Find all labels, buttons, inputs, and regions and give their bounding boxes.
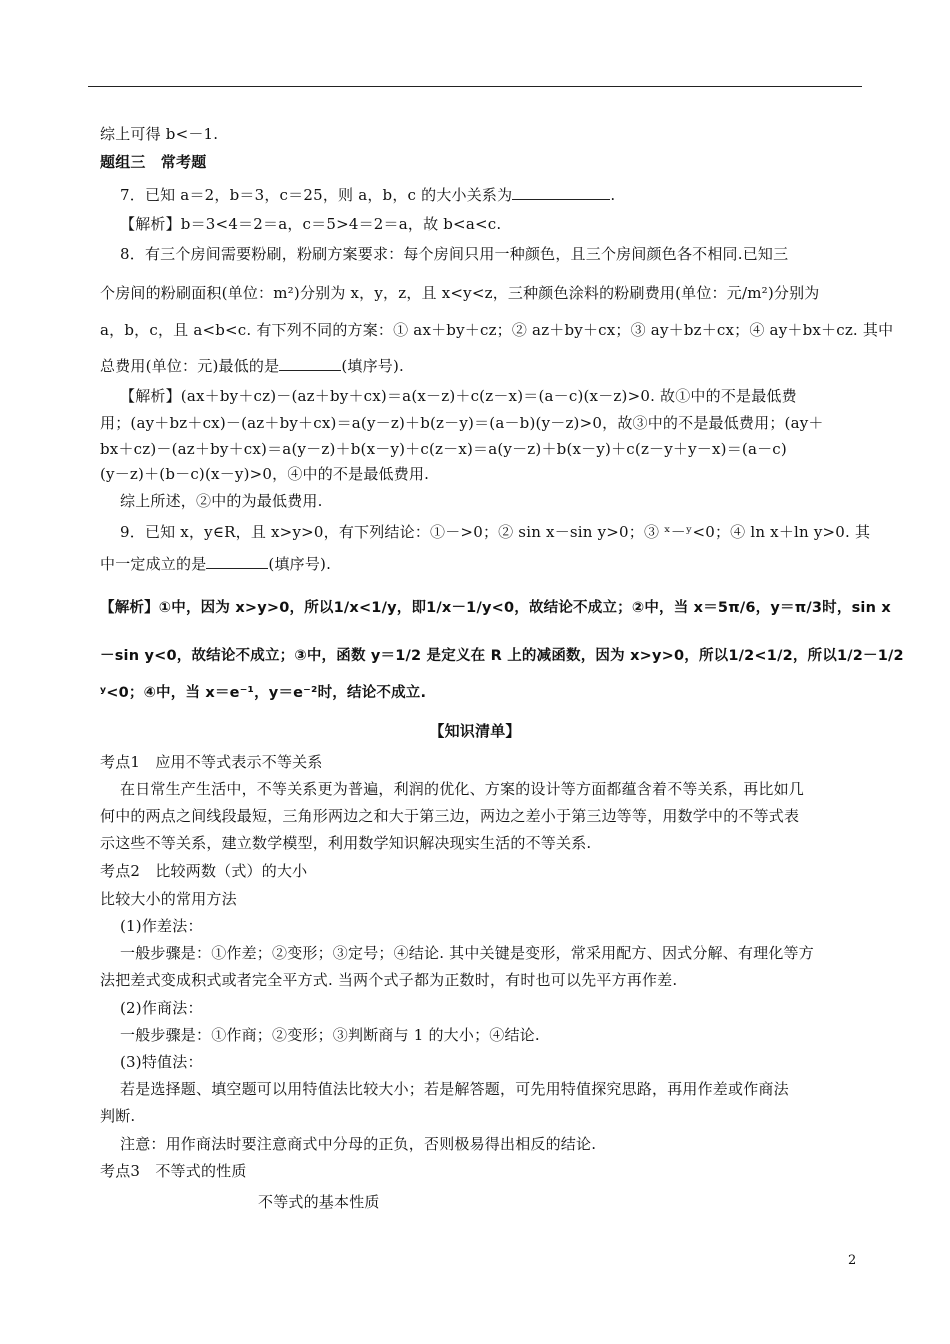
key-point-1-line-3: 示这些不等关系，建立数学模型，利用数学知识解决现实生活的不等关系. [100,834,592,852]
previous-conclusion: 综上可得 b<－1. [100,125,219,143]
method-2-line-1: 一般步骤是：①作商；②变形；③判断商与 1 的大小；④结论. [120,1026,540,1044]
question-8-line-4 [100,356,860,376]
question-9-solution-line-1: 【解析】①中，因为 x>y>0，所以1/x<1/y，即1/x－1/y<0，故结论不成立；②中，当 x＝5π/6，y＝π/3时，sin x [100,600,891,616]
method-3-title: (3)特值法： [120,1053,203,1071]
key-point-2-subtitle: 比较大小的常用方法 [100,890,237,908]
question-9-line-1: 9．已知 x，y∈R，且 x>y>0，有下列结论：①－>0；② sin x－sin y>0；③ ˣ－ʸ<0；④ ln x＋ln y>0. 其 [120,523,871,541]
page-number: 2 [848,1253,857,1268]
question-8-line-2: 个房间的粉刷面积(单位：m²)分别为 x，y，z，且 x<y<z，三种颜色涂料的粉刷费用(单位：元/m²)分别为 [100,284,820,302]
method-1-title: (1)作差法： [120,917,203,935]
group-title: 题组三 常考题 [100,153,207,171]
method-1-line-2: 法把差式变成积式或者完全平方式. 当两个式子都为正数时，有时也可以先平方再作差. [100,971,678,989]
question-9-solution-line-3: ʸ<0；④中，当 x＝e⁻¹，y＝e⁻²时，结论不成立. [100,685,427,701]
question-8-text: 总费用(单位：元)最低的是 [100,357,280,375]
question-8-solution-line-1: 【解析】(ax＋by＋cz)－(az＋by＋cx)＝a(x－z)＋c(z－x)＝(a－c)(x－z)>0. 故①中的不是最低费 [120,387,797,405]
method-2-title: (2)作商法： [120,999,203,1017]
note: 注意：用作商法时要注意商式中分母的正负，否则极易得出相反的结论. [120,1135,597,1153]
method-3-line-2: 判断. [100,1107,136,1125]
question-8-solution-line-3: bx＋cz)－(az＋by＋cx)＝a(y－z)＋b(x－y)＋c(z－x)＝a(y－z)＋b(x－y)＋c(z－y＋y－x)＝(a－c) [100,440,787,458]
answer-blank [512,199,610,200]
method-3-line-1: 若是选择题、填空题可以用特值法比较大小；若是解答题，可先用特值探究思路，再用作差或作商法 [120,1080,789,1098]
header-rule [88,86,862,87]
section-title: 【知识清单】 [429,722,521,740]
key-point-1-title: 考点1 应用不等式表示不等关系 [100,753,323,771]
question-7-text: 7．已知 a＝2，b＝3，c＝25，则 a，b，c 的大小关系为 [120,186,513,204]
key-point-2-title: 考点2 比较两数（式）的大小 [100,862,308,880]
question-9-solution-line-2: －sin y<0，故结论不成立；③中，函数 y＝1/2 是定义在 R 上的减函数，因为 x>y>0，所以1/2<1/2，所以1/2－1/2 [100,648,904,664]
method-1-line-1: 一般步骤是：①作差；②变形；③定号；④结论. 其中关键是变形，常采用配方、因式分解、有理化等方 [120,944,814,962]
question-9-suffix: (填序号). [268,555,332,573]
question-8-solution-line-2: 用；(ay＋bz＋cx)－(az＋by＋cx)＝a(y－z)＋b(z－y)＝(a－b)(y－z)>0，故③中的不是最低费用；(ay＋ [100,414,824,432]
key-point-3-subtitle: 不等式的基本性质 [258,1193,380,1211]
answer-blank [206,568,268,569]
question-9-text: 中一定成立的是 [100,555,207,573]
key-point-3-title: 考点3 不等式的性质 [100,1162,247,1180]
question-7-solution: 【解析】b＝3<4＝2＝a，c＝5>4＝2＝a，故 b<a<c. [120,215,502,233]
question-8-conclusion: 综上所述，②中的为最低费用. [120,492,323,510]
question-8-suffix: (填序号). [341,357,404,375]
question-8-solution-line-4: (y－z)＋(b－c)(x－y)>0，④中的不是最低费用. [100,465,430,483]
question-7: 7．已知 a＝2，b＝3，c＝25，则 a，b，c 的大小关系为 . [120,186,616,204]
key-point-1-line-1: 在日常生产生活中，不等关系更为普遍，利润的优化、方案的设计等方面都蕴含着不等关系，再比如几 [120,780,805,798]
question-8-line-3: a，b，c，且 a<b<c. 有下列不同的方案：① ax＋by＋cz；② az＋by＋cx；③ ay＋bz＋cx；④ ay＋bx＋cz. 其中 [100,321,894,339]
answer-blank [279,370,341,371]
key-point-1-line-2: 何中的两点之间线段最短，三角形两边之和大于第三边，两边之差小于第三边等等，用数学中的不等式表 [100,807,800,825]
question-9-line-2 [100,554,860,574]
question-8-line-1: 8．有三个房间需要粉刷，粉刷方案要求：每个房间只用一种颜色，且三个房间颜色各不相同.已知三 [120,245,789,263]
